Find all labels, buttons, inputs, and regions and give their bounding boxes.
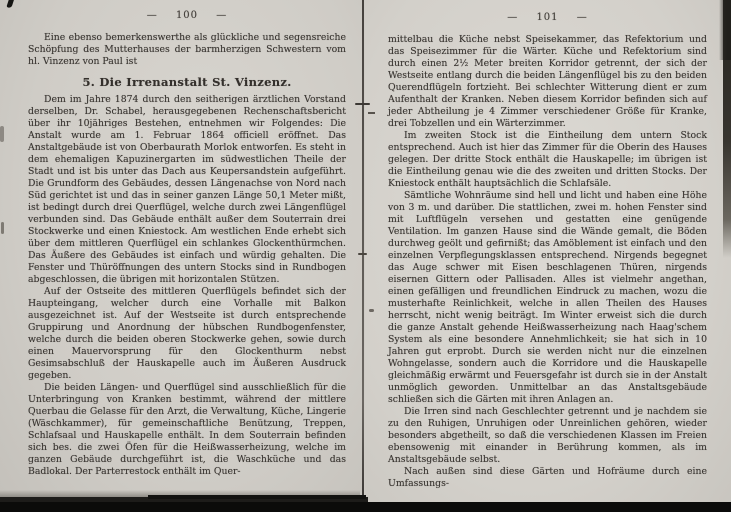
scanner-edge-shadow-right — [719, 0, 731, 60]
paragraph-continuation: mittelbau die Küche nebst Speisekammer, das Refektorium und das Speisezimmer für die Wärter. Küche und Refektorium sind durch einen 2½ Meter breiten Korridor getrennt, der sich der Westseite entlang durch die beiden Längenflügel bis zu den beiden Querendflügeln fortzieht. Bei schlechter Witterung dient er zum Aufenthalt der Kranken. Neben diesem Korridor befinden sich auf jeder Abtheilung je 4 Zimmer verschiedener Größe für Kranke, drei Tobzellen und ein Wärterzimmer. — [388, 34, 707, 129]
paragraph: Die Irren sind nach Geschlechter getrennt und je nachdem sie zu den Ruhigen, Unruhigen oder Unreinlichen gehören, wieder besonders abgetheilt, so daß die verschiedenen Klassen im Freien ebensowenig mit einander in Berührung kommen, als im Anstaltsgebäude selbst. — [388, 406, 707, 465]
scanner-bed-edge — [0, 502, 731, 512]
margin-mark — [369, 309, 374, 312]
page-left-text-column — [28, 10, 346, 478]
paragraph: Dem im Jahre 1874 durch den seitherigen ärztlichen Vorstand derselben, Dr. Schabel, herausgegebenen Rechenschaftsbericht über ihr 10jähriges Bestehen, entnehmen wir Folgendes: Die Anstalt wurde am 1. Februar 1864 officiell eröffnet. Das Anstaltgebäude ist von Oberbaurath Morlok entworfen. Es steht in dem ehemaligen Kapuzinergarten im südwestlichen Theile der Stadt und ist bis unter das Dach aus Keupersandstein aufgeführt. Die Grundform des Gebäudes, dessen Längenachse von Nord nach Süd gerichtet ist und das in seiner ganzen Länge 50,1 Meter mißt, ist bedingt durch drei Querflügel, welche durch zwei Längenflügel verbunden sind. Das Gebäude enthält außer dem Souterrain drei Stockwerke und einen Kniestock. Am westlichen Ende erhebt sich über dem mittleren Querflügel ein schlankes Glockenthürmchen. Das Äußere des Gebäudes ist einfach und würdig gehalten. Die Fenster und Thüröffnungen des untern Stocks sind in Rundbogen abgeschlossen, die übrigen mit horizontalen Stützen. — [28, 94, 346, 285]
page-right-text-column — [388, 12, 707, 490]
paragraph: Nach außen sind diese Gärten und Hofräume durch eine Umfassungs- — [388, 466, 707, 489]
chapter-heading: 5. Die Irrenanstalt St. Vinzenz. — [82, 75, 292, 89]
paragraph: Die beiden Längen- und Querflügel sind ausschließlich für die Unterbringung von Kranken bestimmt, während der mittlere Querbau die Gelasse für den Arzt, die Verwaltung, Küche, Lingerie (Wäschkammer), für gemeinschaftliche Benützung, Treppen, Schlafsaal und Hauskapelle enthält. In dem Souterrain befinden sich bes. die zwei Öfen für die Heißwasserheizung, welche im ganzen Gebäude durchgeführt ist, die Waschküche und das Badlokal. Der Parterrestock enthält im Quer- — [28, 382, 346, 477]
page-number-left: — 100 — — [146, 10, 228, 21]
page-number-right: — 101 — — [507, 12, 588, 23]
margin-mark — [368, 112, 375, 114]
scan-artifact — [1, 222, 4, 234]
page-gutter-line — [362, 0, 364, 502]
paragraph: Im zweiten Stock ist die Eintheilung dem untern Stock entsprechend. Auch ist hier das Zimmer für die Oberin des Hauses gelegen. Der dritte Stock enthält die Hauskapelle; im übrigen ist die Eintheilung genau wie die des zweiten und dritten Stocks. Der Kniestock enthält hauptsächlich die Schlafsäle. — [388, 130, 707, 189]
gutter-tick-mark — [358, 253, 367, 255]
intro-paragraph: Eine ebenso bemerkenswerthe als glückliche und segensreiche Schöpfung des Mutterhauses der barmherzigen Schwestern vom hl. Vinzenz von Paul ist — [28, 32, 346, 67]
scan-artifact — [0, 126, 4, 142]
gutter-tick-mark — [355, 103, 370, 105]
paragraph: Sämtliche Wohnräume sind hell und licht und haben eine Höhe von 3 m. und darüber. Die stattlichen, zwei m. hohen Fenster sind mit Luftflügeln versehen und gestatten eine genügende Ventilation. Im ganzen Hause sind die Wände gemalt, die Böden durchweg geölt und gefirnißt; das Amöblement ist einfach und den einzelnen Verpflegungsklassen entsprechend. Nirgends begegnet das Auge schwer mit Eisen beschlagenen Thüren, nirgends eisernen Gittern oder Pallisaden. Alles ist vielmehr angethan, einen gefälligen und freundlichen Eindruck zu machen, wozu die musterhafte Reinlichkeit, welche in allen Theilen des Hauses herrscht, nicht wenig beiträgt. Im Winter erweist sich die durch die ganze Anstalt gehende Heißwasserheizung nach Haag'schem System als eine besondere Annehmlichkeit; sie hat sich in 10 Jahren gut erprobt. Durch sie werden nicht nur die einzelnen Wohngelasse, sondern auch die Korridore und die Hauskapelle gleichmäßig erwärmt und Feuersgefahr ist durch sie in der Anstalt unmöglich geworden. Unmittelbar an das Anstaltsgebäude schließen sich die Gärten mit ihren Anlagen an. — [388, 190, 707, 405]
scanner-bed-edge — [148, 495, 366, 499]
paragraph: Auf der Ostseite des mittleren Querflügels befindet sich der Haupteingang, welcher durch eine Vorhalle mit Balkon ausgezeichnet ist. Auf der Westseite ist durch entsprechende Gruppirung und Anordnung der hübschen Rundbogenfenster, welche durch die beiden oberen Stockwerke gehen, sowie durch einen Mauervorsprung für den Glockenthurm nebst Gesimsabschluß der Hauskapelle auch im Äußeren Ausdruck gegeben. — [28, 286, 346, 381]
